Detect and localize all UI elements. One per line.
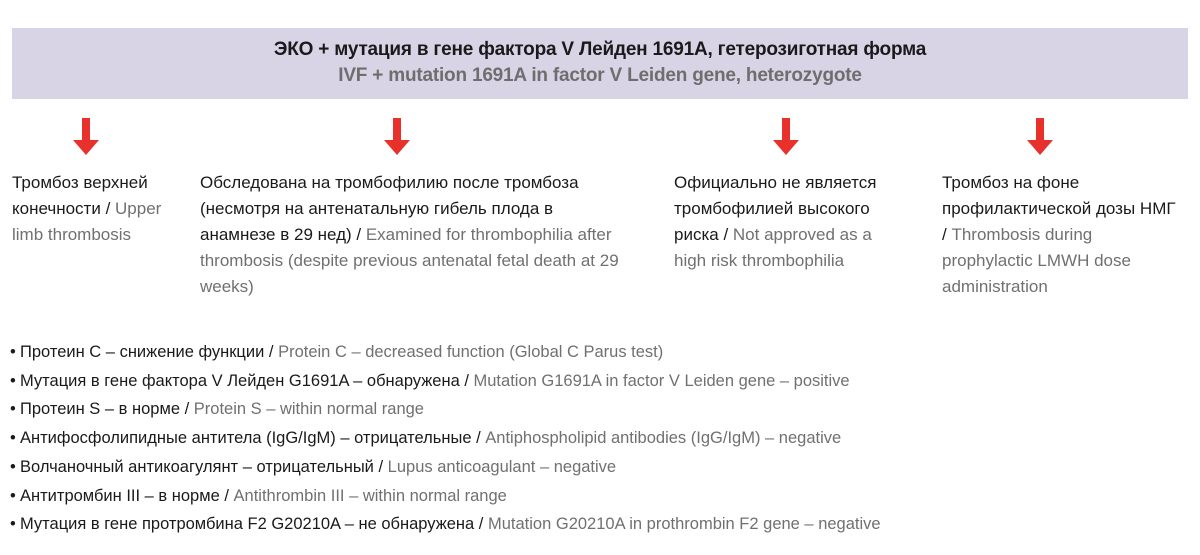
list-item xyxy=(10,424,881,453)
branch-not-high-risk xyxy=(674,170,906,274)
bullet: • xyxy=(10,429,16,448)
finding-ru: Антитромбин III – в норме xyxy=(20,486,220,505)
list-item xyxy=(10,367,881,396)
finding-en: Antiphospholipid antibodies (IgG/IgM) – negative xyxy=(485,429,842,448)
separator: / xyxy=(219,486,234,505)
finding-en: Protein C – decreased function (Global C Parus test) xyxy=(278,343,664,361)
list-item xyxy=(10,482,881,511)
finding-ru: Протеин S – в норме xyxy=(20,400,180,419)
separator: / xyxy=(718,225,733,244)
separator: / xyxy=(264,343,279,361)
finding-ru: Мутация в гене фактора V Лейден G1691A – обнаружена xyxy=(20,371,460,390)
separator: / xyxy=(942,225,952,244)
branch-text-ru: Тромбоз на фоне профилактической дозы НМГ xyxy=(942,173,1176,218)
list-item xyxy=(10,338,881,367)
separator: / xyxy=(351,225,366,244)
branch-lmwh-thrombosis xyxy=(942,170,1182,300)
header-title-en: IVF + mutation 1691A in factor V Leiden gene, heterozygote xyxy=(338,65,862,86)
branch-text-ru: Обследована на тромбофилию после тромбоза (несмотря на антенатальную гибель плода в анамнезе в 29 нед) xyxy=(200,173,579,244)
branch-text-en: Thrombosis during prophylactic LMWH dose administration xyxy=(942,225,1131,296)
bullet: • xyxy=(10,457,16,476)
finding-ru: Мутация в гене протромбина F2 G20210A – не обнаружена xyxy=(20,515,475,534)
finding-ru: Антифосфолипидные антитела (IgG/IgM) – отрицательные xyxy=(20,429,472,448)
separator: / xyxy=(459,371,474,390)
separator: / xyxy=(373,457,388,476)
list-item xyxy=(10,510,881,539)
finding-en: Antithrombin III – within normal range xyxy=(233,486,507,505)
branch-text-en: Examined for thrombophilia after thrombosis (despite previous antenatal fetal death at 29 weeks) xyxy=(200,225,619,296)
separator: / xyxy=(180,400,194,419)
branch-thrombophilia-exam xyxy=(200,170,620,300)
finding-en: Lupus anticoagulant – negative xyxy=(387,457,617,476)
arrow-down-icon xyxy=(771,118,801,156)
bullet: • xyxy=(10,486,16,505)
list-item xyxy=(10,453,881,482)
header-title-ru: ЭКО + мутация в гене фактора V Лейден 1691A, гетерозиготная форма xyxy=(273,39,927,60)
separator: / xyxy=(471,429,486,448)
arrow-down-icon xyxy=(1025,118,1055,156)
bullet: • xyxy=(10,371,16,390)
bullet: • xyxy=(10,515,16,534)
finding-ru: Протеин С – снижение функции xyxy=(20,343,265,361)
branch-text-ru: Тромбоз верхней конечности xyxy=(12,173,148,218)
separator: / xyxy=(100,199,116,218)
list-item xyxy=(10,395,881,424)
branch-text-en: Upper limb thrombosis xyxy=(12,199,162,244)
separator: / xyxy=(474,515,488,534)
finding-ru: Волчаночный антикоагулянт – отрицательный xyxy=(20,457,374,476)
arrow-down-icon xyxy=(382,118,412,156)
bullet: • xyxy=(10,400,16,419)
bullet: • xyxy=(10,343,16,361)
finding-en: Protein S – within normal range xyxy=(193,400,424,419)
finding-en: Mutation G20210A in prothrombin F2 gene – negative xyxy=(487,515,881,534)
branch-text-en: Not approved as a high risk thrombophilia xyxy=(674,225,872,270)
finding-en: Mutation G1691A in factor V Leiden gene – positive xyxy=(473,371,850,390)
branch-text-ru: Официально не является тромбофилией высокого риска xyxy=(674,173,877,244)
arrow-down-icon xyxy=(71,118,101,156)
header-box xyxy=(12,28,1188,99)
branch-upper-limb-thrombosis xyxy=(12,170,187,248)
findings-list xyxy=(10,338,881,539)
